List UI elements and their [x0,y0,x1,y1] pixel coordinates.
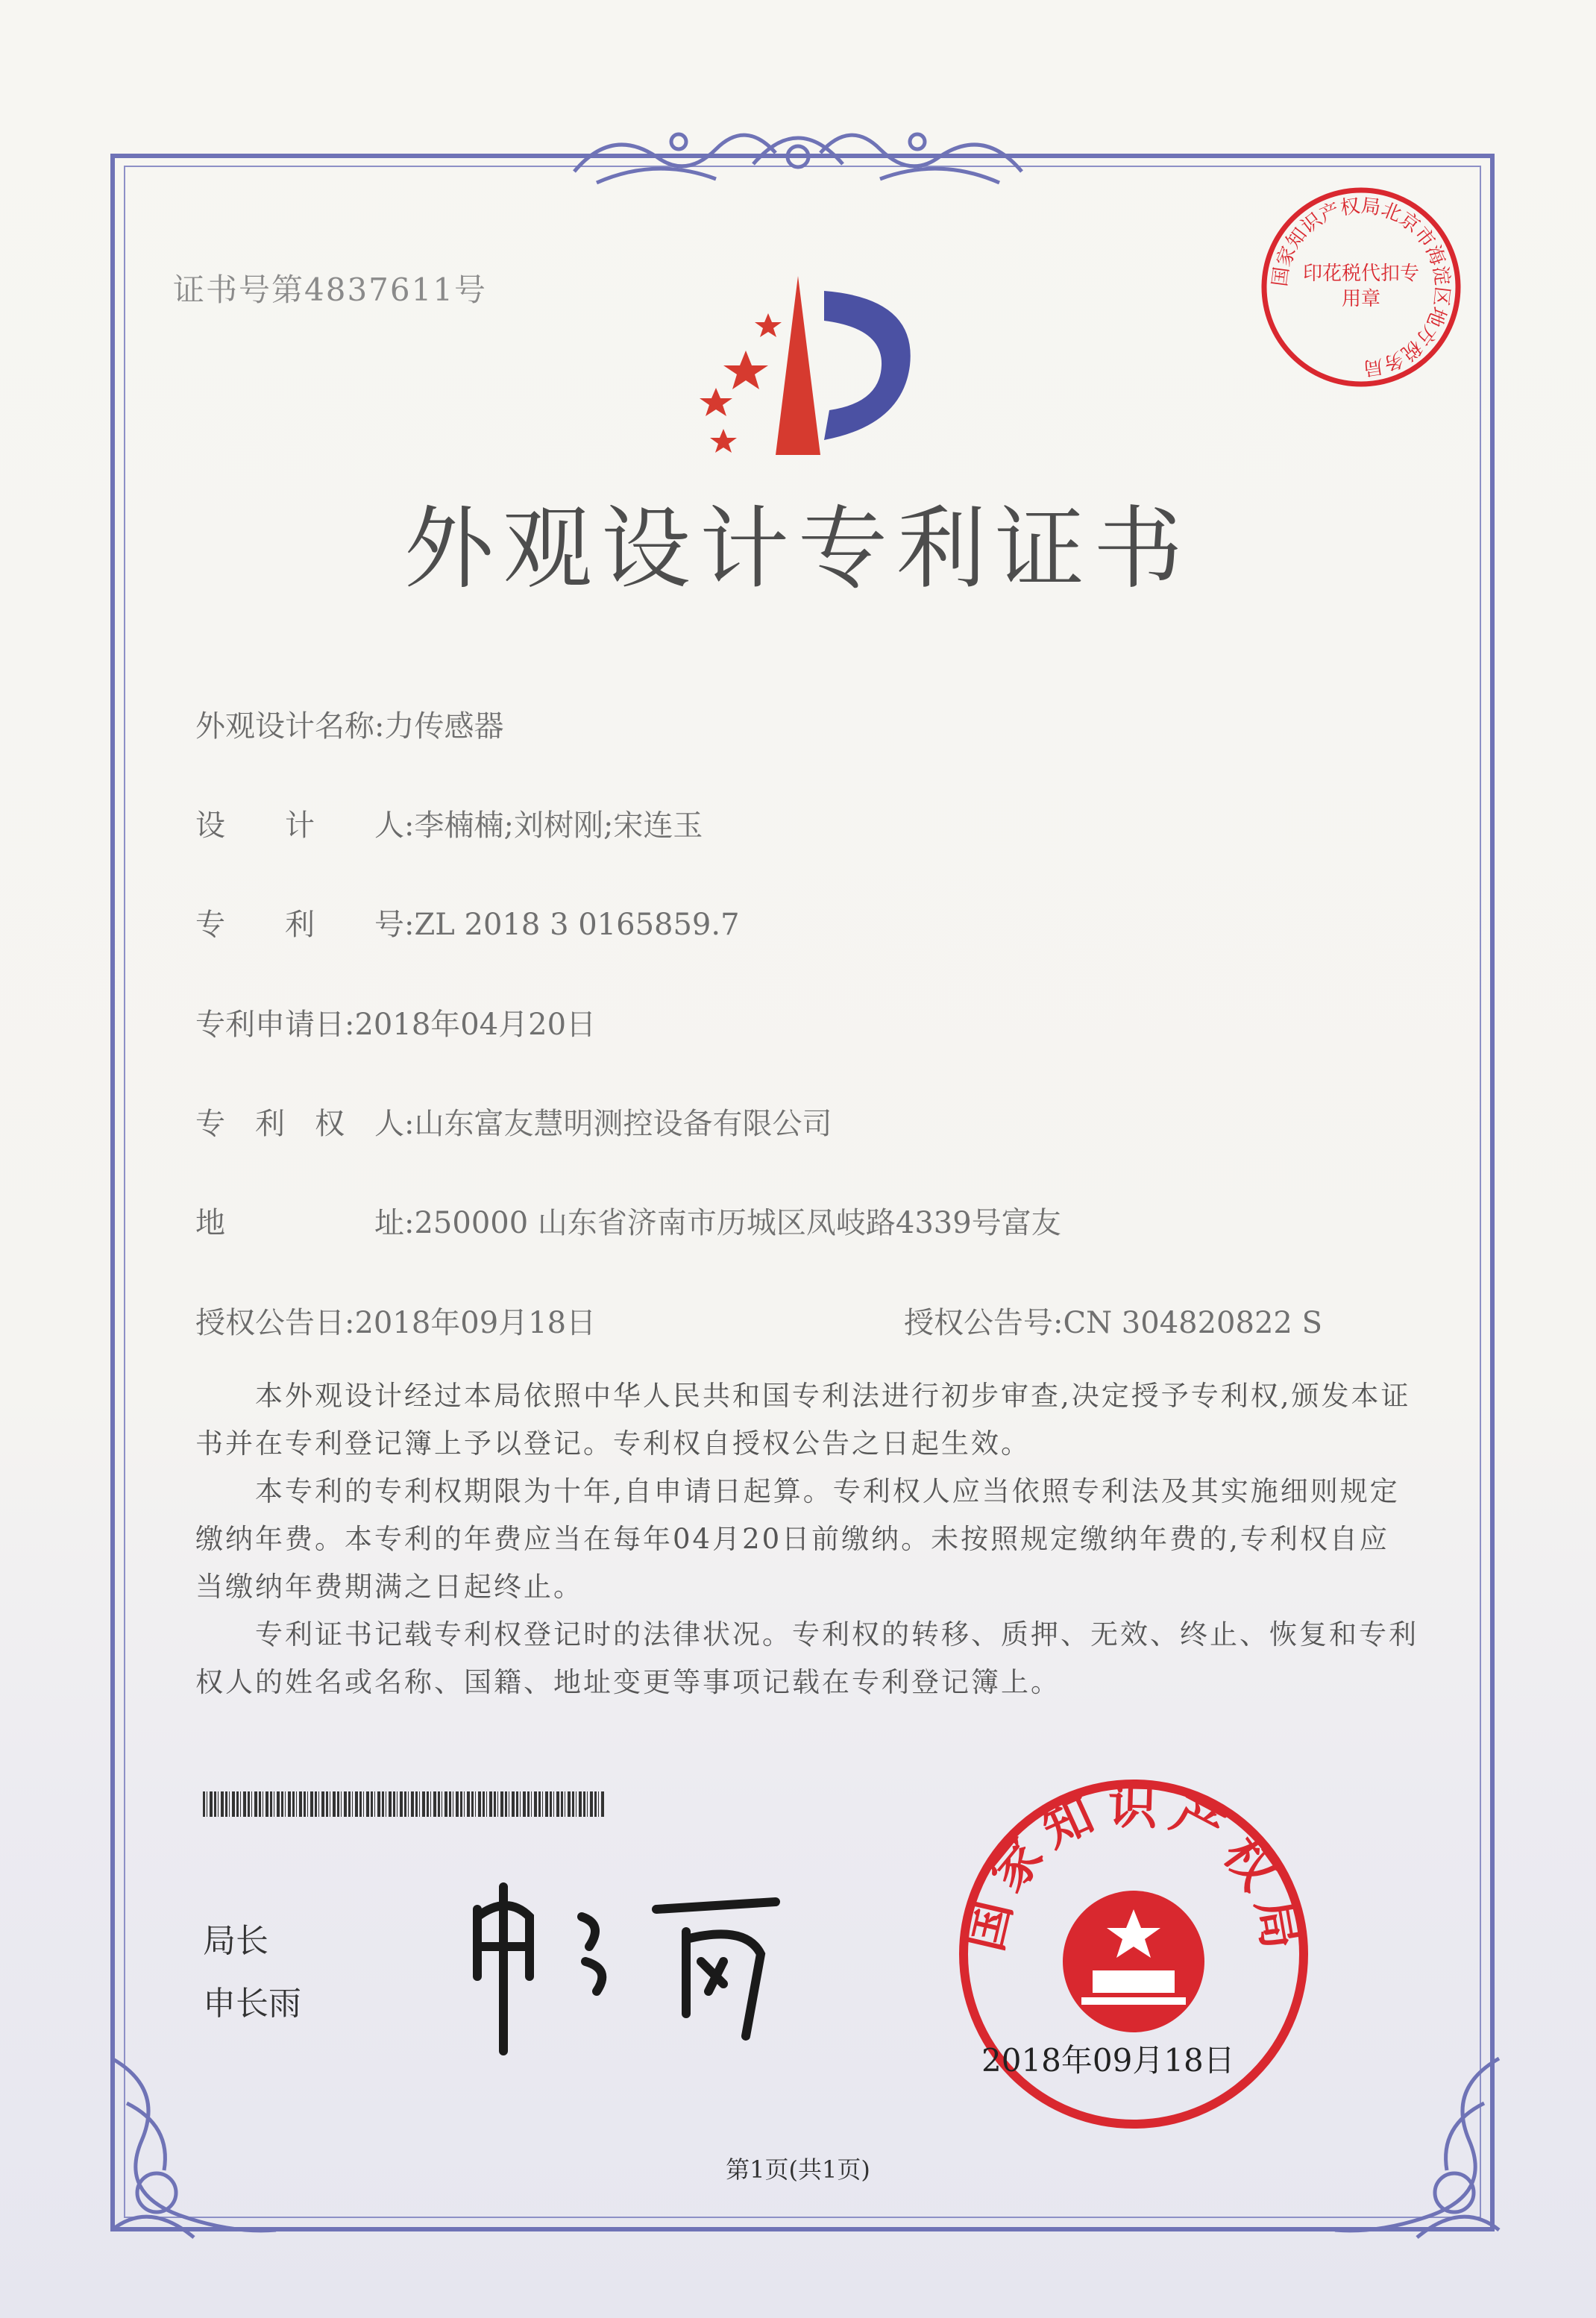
signatory-title: 局长 [203,1922,268,1960]
tax-stamp-ring-text: 国家知识产权局北京市海淀区地方税务局 [1269,195,1454,380]
address-value: 250000 山东省济南市历城区凤岐路4339号富友 [414,1206,1061,1240]
field-address [195,1199,1061,1242]
barcode [203,1791,606,1817]
grant-number-label: 授权公告号: [904,1306,1064,1340]
seal-ring-text: 国家知识产权局 [955,1777,1313,1964]
grant-number-value: CN 304820822 S [1063,1306,1322,1340]
field-filing-date [195,1001,596,1043]
grant-date-value: 2018年09月18日 [354,1306,597,1340]
signatory-name: 申长雨 [203,1985,301,2023]
paragraph-1: 本外观设计经过本局依照中华人民共和国专利法进行初步审查,决定授予专利权,颁发本证书并在专利登记簿上予以登记。专利权自授权公告之日起生效。 [195,1380,1411,1460]
field-design-name [195,703,503,745]
filing-date-label: 专利申请日: [195,1008,355,1042]
page-footer: 第1页(共1页) [726,2155,870,2184]
design-name-label: 外观设计名称: [195,709,385,744]
designer-value: 李楠楠;刘树刚;宋连玉 [414,808,703,843]
handwritten-signature [462,1865,805,2058]
bottom-right-ornament [1320,2044,1514,2252]
designer-label: 设 计 人: [195,808,415,843]
tax-stamp [1253,179,1469,395]
certificate-title: 外观设计专利证书 [404,497,1192,601]
field-patent-number [195,901,740,943]
field-designer [195,802,703,844]
tax-stamp-center-text: 印花税代扣专用章 [1302,263,1419,310]
patentee-value: 山东富友慧明测控设备有限公司 [414,1107,832,1141]
field-patentee [195,1100,832,1143]
field-grant-number [904,1299,1322,1342]
bottom-left-ornament [97,2044,291,2252]
filing-date-value: 2018年04月20日 [354,1008,597,1042]
patent-number-value: ZL 2018 3 0165859.7 [414,908,740,942]
paragraph-2: 本专利的专利权期限为十年,自申请日起算。专利权人应当依照专利法及其实施细则规定缴纳年费。本专利的年费应当在每年04月20日前缴纳。未按照规定缴纳年费的,专利权自应当缴纳年费期满之日起终止。 [195,1475,1400,1603]
certificate-number: 证书号第4837611号 [173,271,488,308]
top-ornament [567,112,1029,194]
grant-date-label: 授权公告日: [195,1306,355,1340]
cnipa-logo [671,268,925,462]
paragraph-3: 专利证书记载专利权登记时的法律状况。专利权的转移、质押、无效、终止、恢复和专利权人的姓名或名称、国籍、地址变更等事项记载在专利登记簿上。 [195,1618,1419,1698]
patent-number-label: 专 利 号: [195,908,415,942]
design-name-value: 力传感器 [384,709,504,744]
field-grant-date [195,1299,596,1342]
seal-date: 2018年09月18日 [981,2042,1235,2079]
patentee-label: 专 利 权 人: [195,1107,415,1141]
address-label: 地 址: [195,1206,415,1240]
